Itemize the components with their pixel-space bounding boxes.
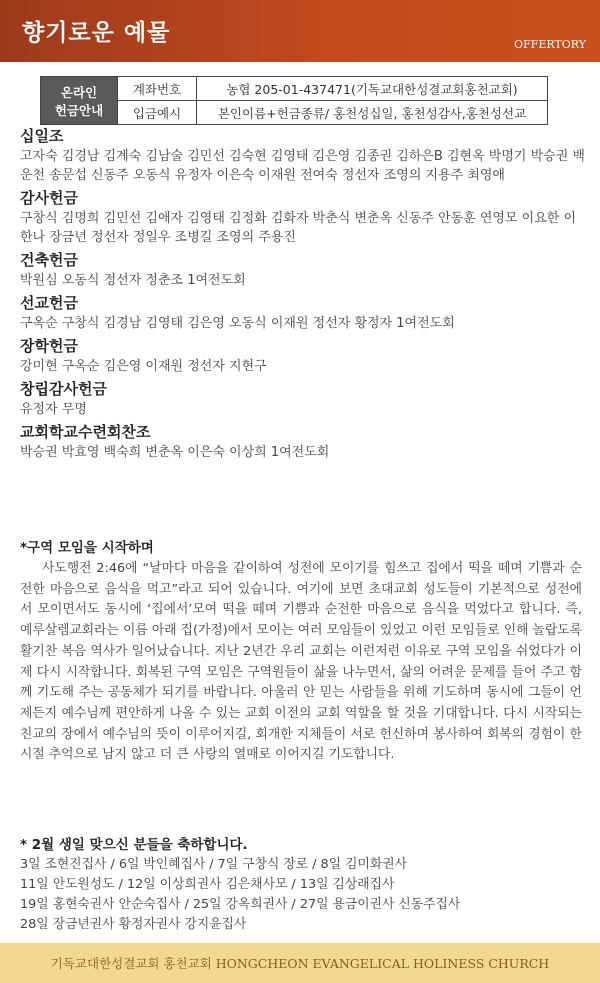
online-offering-heading <box>41 77 118 125</box>
section-title: 장학헌금 <box>20 337 78 355</box>
page-header <box>0 0 600 62</box>
birthday-line: 3일 조현진집사 / 6일 박인혜집사 / 7일 구창식 장로 / 8일 김미화권사 <box>20 857 407 872</box>
church-name: 기독교대한성결교회 홍천교회 HONGCHEON EVANGELICAL HOLINESS CHURCH <box>50 956 550 971</box>
article-title: *구역 모임을 시작하며 <box>20 540 154 556</box>
section-names: 유정자 무명 <box>20 402 87 417</box>
section-title: 건축헌금 <box>20 251 78 269</box>
page-title: 향기로운 예물 <box>22 20 171 46</box>
birthday-line: 19일 홍현숙권사 안순숙집사 / 25일 강옥희권사 / 27일 용금이권사 신동주집사 <box>20 897 461 912</box>
account-value: 농협 205-01-437471(기독교대한성결교회홍천교회) <box>197 77 548 101</box>
section-retreat-support <box>20 422 585 462</box>
deposit-label: 입금예시 <box>118 101 197 125</box>
birthday-title: * 2월 생일 맞으신 분들을 축하합니다. <box>20 837 248 853</box>
deposit-value: 본인이름+헌금종류/ 홍천성십일, 홍천성감사,홍천성선교 <box>197 101 548 125</box>
account-label: 계좌번호 <box>118 77 197 101</box>
section-title: 교회학교수련회찬조 <box>20 423 151 441</box>
online-offering-table <box>40 76 548 125</box>
section-building <box>20 250 585 290</box>
offering-list <box>20 126 585 465</box>
heading-line-2: 헌금안내 <box>54 102 104 118</box>
birthday-line: 28일 장금년권사 황정자권사 강지윤집사 <box>20 917 247 932</box>
birthday-list <box>20 833 585 935</box>
section-names: 강미현 구옥순 김은영 이재원 정선자 지현구 <box>20 359 267 374</box>
heading-line-1: 온라인 <box>60 84 98 100</box>
section-scholarship <box>20 336 585 376</box>
section-names: 박원심 오동식 정선자 정춘조 1여전도회 <box>20 273 246 288</box>
article-body: 사도행전 2:46에 “날마다 마음을 같이하여 성전에 모이기를 힘쓰고 집에서 떡을 떼며 기쁨과 순전한 마음으로 음식을 먹고”라고 되어 있습니다. 여기에 보면 초대교회 성도들이 기본적으로 성전에서 모이면서도 동시에 ‘집에서’모여 떡을 떼며 기쁨과 순전한 마음으로 음식을 먹었다고 합니다. 즉, 예루살렘교회라는 이름 아래 집(가정)에서 모이는 여러 모임들이 있었고 이런 모임들로 인해 놀랍도록 활기찬 복음 역사가 일어났습니다. 지난 2년간 우리 교회는 이런저런 이유로 구역 모임을 쉬었다가 이제 다시 시작합니다. 회복된 구역 모임은 구역원들이 삶을 나누면서, 삶의 어려운 문제를 들어 주고 함께 기도해 주는 공동체가 되기를 바랍니다. 아울러 안 믿는 사람들을 위해 기도하며 동시에 그들이 언제든지 예수님께 편안하게 나올 수 있는 교회 이전의 교회 역할을 할 것을 기대합니다. 다시 시작되는 친교의 장에서 예수님의 뜻이 이루어지길, 회개한 지체들이 서로 헌신하며 봉사하여 회복의 경험이 한 시절 추억으로 남지 않고 더 큰 사랑의 열매로 이어지길 기도합니다. <box>20 561 582 763</box>
section-names: 고자숙 김경남 김계숙 김남술 김민선 김숙현 김영태 김은영 김종권 김하은B 김현옥 박명기 박승권 백운천 송문섭 신동주 오동식 유정자 이은숙 이재원 전여숙 정선자 조영의 지용주 최영애 <box>20 149 585 183</box>
section-mission <box>20 293 585 333</box>
section-title: 선교헌금 <box>20 294 78 312</box>
section-title: 감사헌금 <box>20 189 78 207</box>
section-title: 십일조 <box>20 127 64 145</box>
section-thanks <box>20 188 585 247</box>
cell-group-article <box>20 536 582 766</box>
section-tithe <box>20 126 585 185</box>
section-title: 창립감사헌금 <box>20 380 107 398</box>
page-subtitle: OFFERTORY <box>514 38 586 51</box>
section-names: 구창식 김명희 김민선 김애자 김영태 김정화 김화자 박춘식 변춘옥 신동주 안동훈 연영모 이요한 이한나 장금년 정선자 정일우 조병길 조영의 주용진 <box>20 211 577 245</box>
birthday-line: 11일 안도원성도 / 12일 이상희권사 김은채사모 / 13일 김상래집사 <box>20 877 395 892</box>
section-anniversary <box>20 379 585 419</box>
section-names: 구옥순 구창식 김경남 김영태 김은영 오동식 이재원 정선자 황정자 1여전도회 <box>20 316 455 331</box>
church-footer <box>0 943 600 983</box>
section-names: 박승권 박효영 백숙희 변춘옥 이은숙 이상희 1여전도회 <box>20 445 330 460</box>
